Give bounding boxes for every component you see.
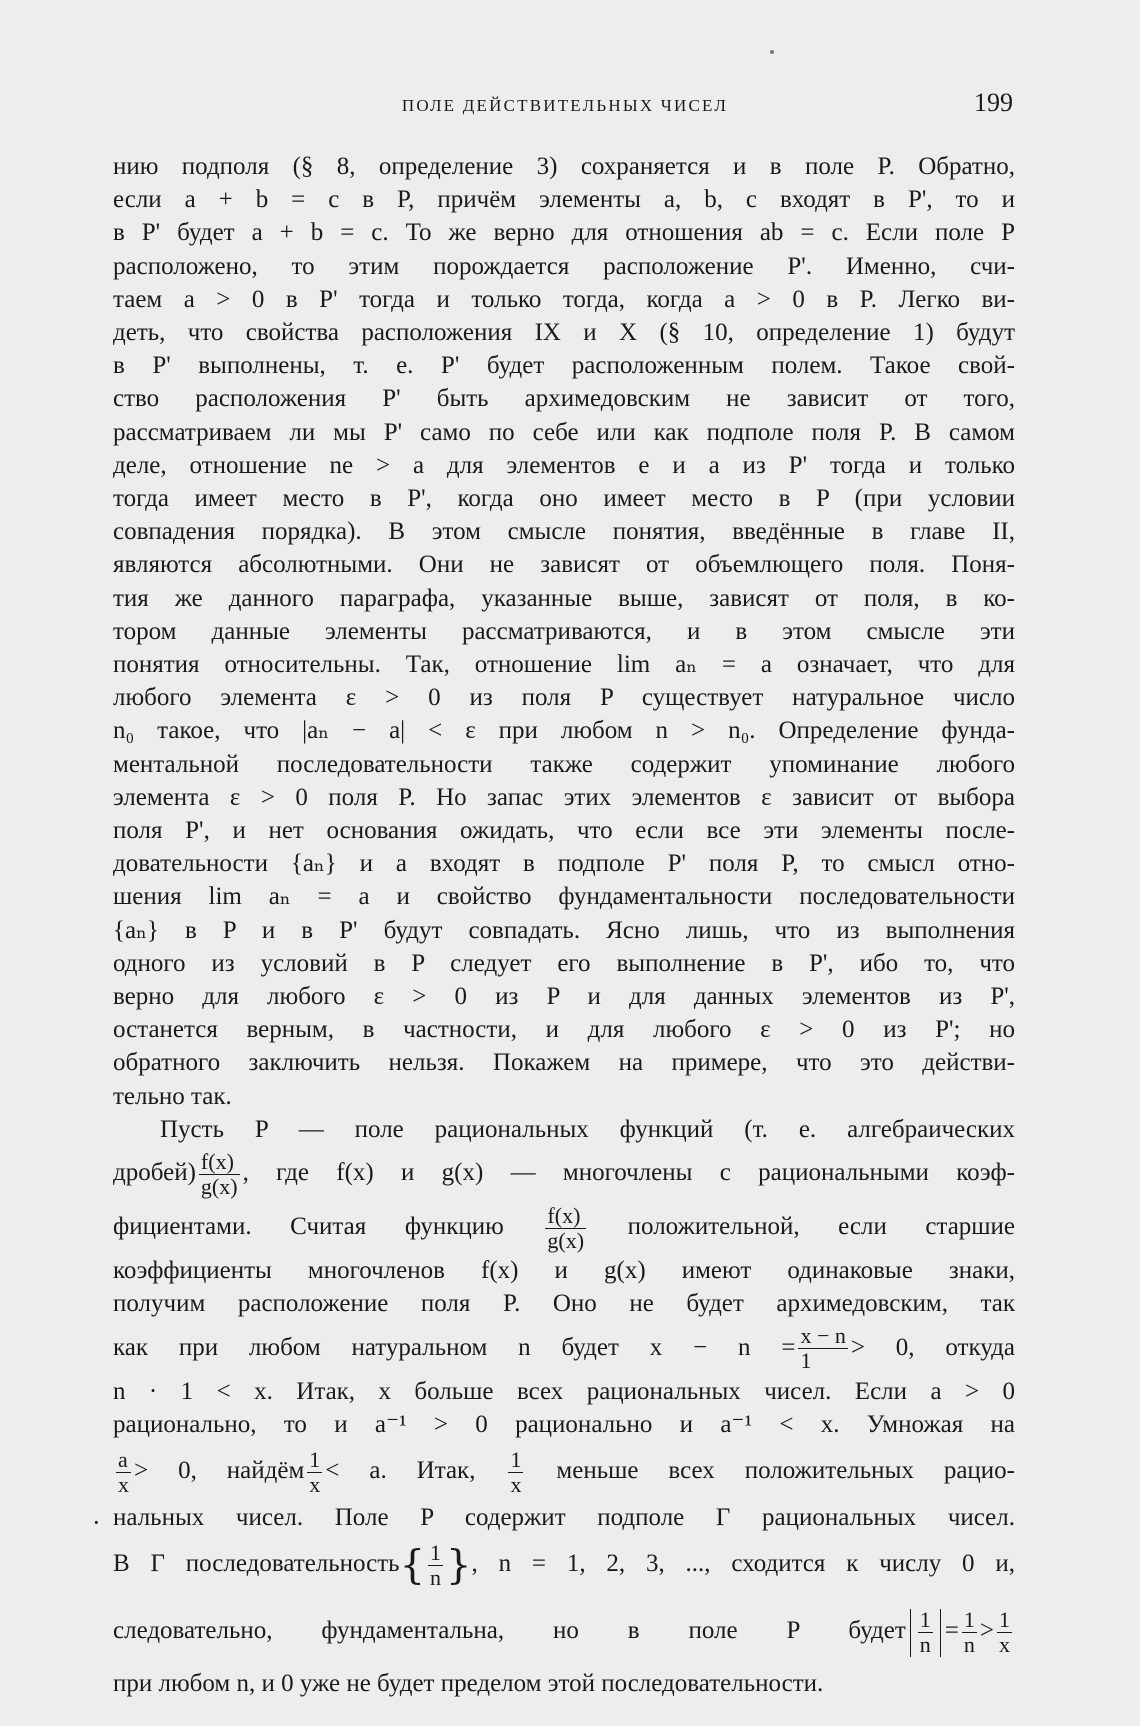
text-line-with-sequence	[113, 1534, 1015, 1595]
abs-bar-left	[910, 1609, 911, 1657]
text-fragment: , где f(x) и g(x) — многочлены с рациональными коэф-	[242, 1159, 1015, 1187]
text-fragment: дробей)	[113, 1159, 196, 1187]
text-line: деле, отношение ne > a для элементов e и a из P' тогда и только	[113, 451, 1015, 479]
numerator: x − n	[800, 1323, 846, 1349]
text-line: тором данные элементы рассматриваются, и в этом смысле эти	[113, 617, 1015, 645]
text-line-with-fraction	[113, 1321, 1015, 1375]
numerator: 1	[963, 1607, 975, 1633]
text-fragment: следовательно, фундаментальна, но в поле P будет	[113, 1617, 906, 1645]
denominator: 1	[798, 1348, 847, 1373]
denominator: n	[430, 1564, 442, 1590]
numerator: 1	[999, 1607, 1010, 1633]
fraction-f-over-g	[199, 1150, 240, 1199]
text-fragment: фициентами. Считая функцию	[113, 1213, 504, 1241]
equals-sign: =	[944, 1617, 959, 1645]
denominator: x	[999, 1632, 1010, 1658]
text-line: элемента ε > 0 поля P. Но запас этих элементов ε зависит от выбора	[113, 783, 1015, 811]
text-line: любого элемента ε > 0 из поля P существует натуральное число	[113, 684, 1015, 712]
running-title: ПОЛЕ ДЕЙСТВИТЕЛЬНЫХ ЧИСЕЛ	[401, 96, 729, 115]
text-line: рационально, то и a⁻¹ > 0 рационально и a⁻¹ < x. Умножая на	[113, 1410, 1015, 1438]
denominator: g(x)	[547, 1227, 585, 1253]
text-fragment: В Γ последовательность	[113, 1550, 400, 1578]
text-line: тогда имеет место в P', когда оно имеет место в P (при условии	[113, 485, 1015, 513]
fraction-a-over-x	[116, 1448, 131, 1497]
text-line: верно для любого ε > 0 из P и для данных элементов из P',	[113, 983, 1015, 1011]
denominator: n	[963, 1632, 975, 1658]
fraction-1-over-x	[508, 1448, 523, 1497]
numerator: f(x)	[200, 1148, 234, 1174]
paragraph-start: Пусть P — поле рациональных функций (т. е. алгебраических	[160, 1115, 1015, 1143]
text-line: n · 1 < x. Итак, x больше всех рациональных чисел. Если a > 0	[113, 1377, 1015, 1405]
denominator: x	[118, 1471, 129, 1497]
denominator: x	[309, 1471, 321, 1497]
text-line: ство расположения P' быть архимедовским не зависит от того,	[113, 385, 1015, 413]
text-line-with-inequality	[113, 1595, 1015, 1667]
left-brace: {	[399, 1542, 426, 1589]
numerator: f(x)	[547, 1202, 581, 1228]
fraction-f-over-g	[545, 1204, 586, 1253]
text-line: одного из условий в P следует его выполнение в P', ибо то, что	[113, 949, 1015, 977]
fraction-1-over-x	[997, 1608, 1012, 1657]
text-line: являются абсолютными. Они не зависят от объемлющего поля. Поня-	[113, 551, 1015, 579]
text-fragment: > 0, найдём	[134, 1456, 305, 1484]
text-fragment: положительной, если старшие	[627, 1213, 1016, 1241]
fraction-x-minus-n-over-1	[798, 1324, 847, 1373]
text-fragment: > 0, откуда	[850, 1333, 1015, 1361]
page-header	[115, 88, 1015, 124]
numerator: 1	[510, 1446, 522, 1472]
text-line-with-fraction	[113, 1200, 1015, 1254]
text-line: обратного заключить нельзя. Покажем на примере, что это действи-	[113, 1049, 1015, 1077]
text-line: получим расположение поля P. Оно не будет архимедовским, так	[113, 1290, 1015, 1318]
text-line: таем a > 0 в P' тогда и только тогда, когда a > 0 в P. Легко ви-	[113, 285, 1015, 313]
text-line: тельно так.	[113, 1082, 232, 1110]
text-line: поля P', и нет основания ожидать, что если все эти элементы после-	[113, 817, 1015, 845]
denominator: n	[919, 1632, 931, 1658]
page-body	[113, 150, 1015, 1701]
text-fragment: как при любом натуральном n будет x − n =	[113, 1333, 796, 1361]
text-line: останется верным, в частности, и для любого ε > 0 из P'; но	[113, 1016, 1015, 1044]
text-line: тия же данного параграфа, указанные выше, зависят от поля, в ко-	[113, 584, 1015, 612]
text-fragment: меньше всех положительных рацио-	[556, 1456, 1016, 1484]
text-line: коэффициенты многочленов f(x) и g(x) имеют одинаковые знаки,	[113, 1257, 1015, 1285]
numerator: 1	[919, 1607, 931, 1633]
greater-sign: >	[979, 1617, 994, 1645]
fraction-1-over-n	[428, 1541, 443, 1590]
text-line-with-fraction	[113, 1441, 1015, 1501]
text-line: расположено, то этим порождается расположение P'. Именно, счи-	[113, 252, 1015, 280]
fraction-1-over-x	[307, 1448, 322, 1497]
denominator: x	[510, 1471, 522, 1497]
text-line: в P' выполнены, т. е. P' будет расположенным полем. Такое свой-	[113, 352, 1015, 380]
fraction-1-over-n	[962, 1608, 977, 1657]
text-line: шения lim aₙ = a и свойство фундаментальности последовательности	[113, 883, 1015, 911]
text-line: довательности {aₙ} и a входят в подполе P' поля P, то смысл отно-	[113, 850, 1015, 878]
page-number: 199	[974, 88, 1013, 117]
text-line: совпадения порядка). В этом смысле понятия, введённые в главе II,	[113, 518, 1015, 546]
print-speck	[770, 50, 774, 54]
numerator: a	[118, 1446, 128, 1472]
text-line: ментальной последовательности также содержит упоминание любого	[113, 750, 1015, 778]
margin-mark: ·	[92, 1508, 101, 1537]
right-brace: }	[446, 1542, 472, 1589]
text-line: при любом n, и 0 уже не будет пределом этой последовательности.	[113, 1670, 824, 1698]
text-line: нальных чисел. Поле P содержит подполе Γ рациональных чисел.	[113, 1503, 1015, 1531]
text-line: деть, что свойства расположения IX и X (§ 10, определение 1) будут	[113, 319, 1015, 347]
text-line: если a + b = c в P, причём элементы a, b, c входят в P', то и	[113, 186, 1015, 214]
abs-bar-right	[940, 1609, 941, 1657]
numerator: 1	[309, 1446, 321, 1472]
text-line: понятия относительны. Так, отношение lim aₙ = a означает, что для	[113, 651, 1015, 679]
fraction-1-over-n	[918, 1608, 933, 1657]
text-fragment: , n = 1, 2, 3, ..., сходится к числу 0 и,	[471, 1550, 1015, 1578]
text-line: нию подполя (§ 8, определение 3) сохраняется и в поле P. Обратно,	[113, 153, 1015, 180]
text-line: n₀ такое, что |aₙ − a| < ε при любом n > n₀. Определение фунда-	[113, 717, 1015, 745]
text-line-with-fraction	[113, 1146, 1015, 1200]
text-line: {aₙ} в P и в P' будут совпадать. Ясно лишь, что из выполнения	[113, 916, 1015, 944]
denominator: g(x)	[200, 1173, 238, 1199]
numerator: 1	[430, 1539, 442, 1565]
text-line: в P' будет a + b = c. То же верно для отношения ab = c. Если поле P	[113, 219, 1015, 247]
text-line: рассматриваем ли мы P' само по себе или как подполе поля P. В самом	[113, 418, 1015, 446]
text-fragment: < a. Итак,	[325, 1456, 476, 1484]
